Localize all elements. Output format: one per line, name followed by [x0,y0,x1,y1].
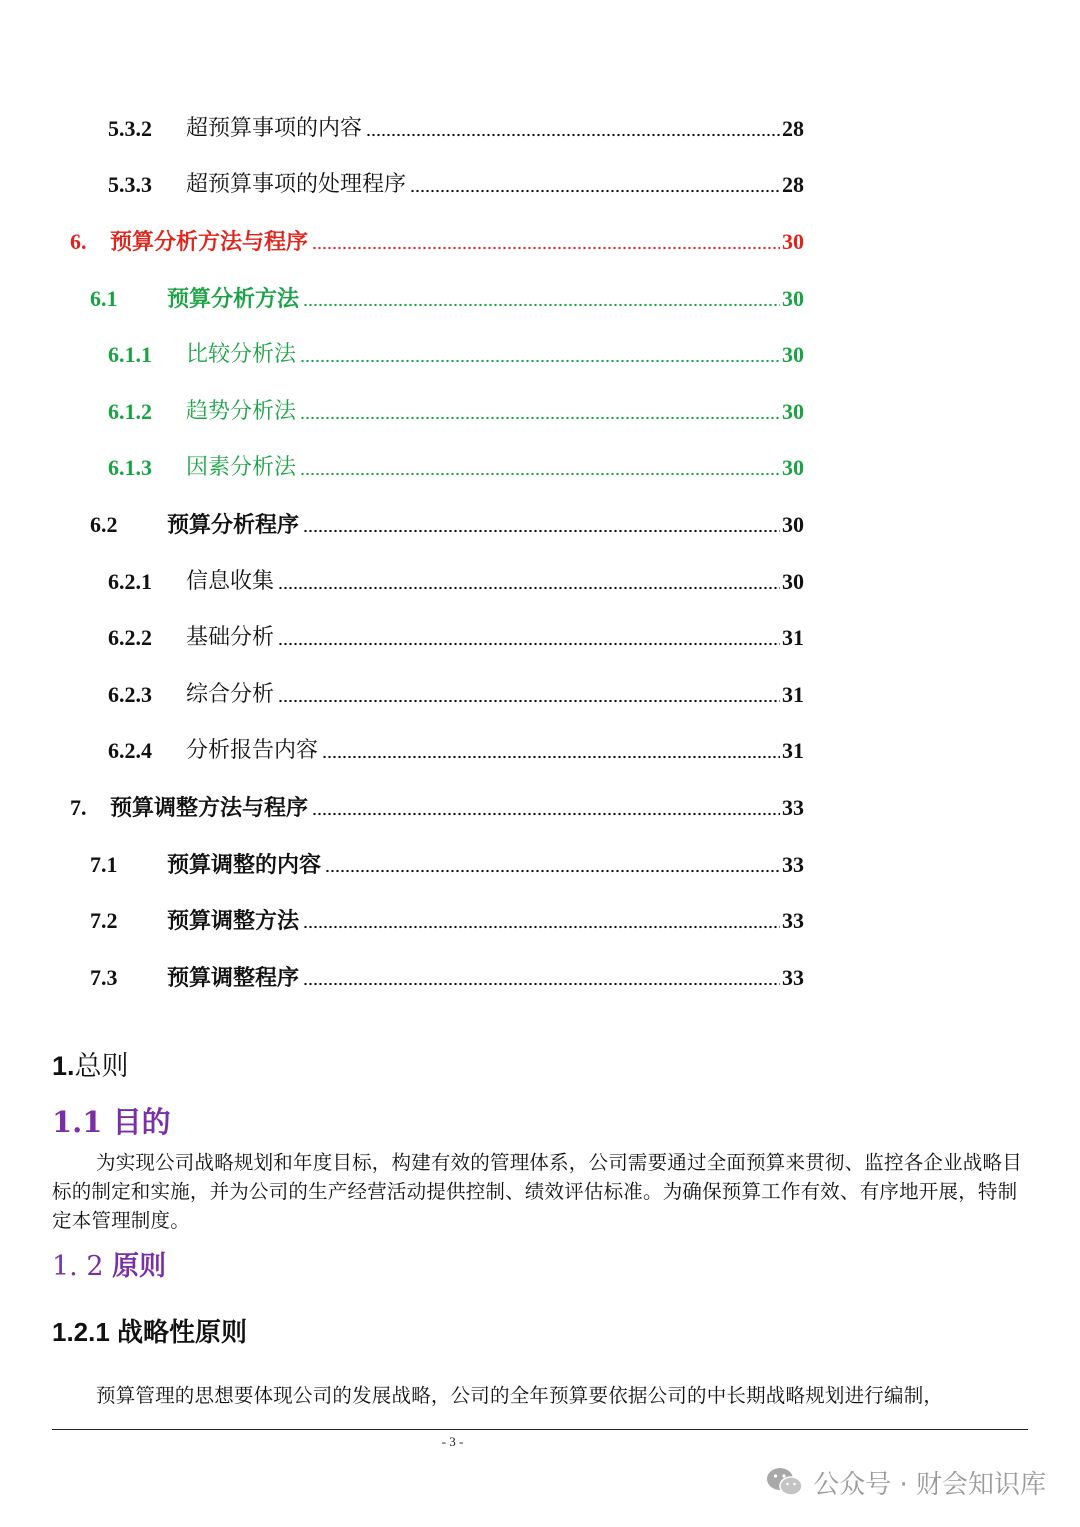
toc-title: 预算分析程序 [167,512,300,538]
toc-title: 信息收集 [186,569,275,594]
toc-number: 5.3.3 [108,172,152,197]
toc-page-number: 30 [782,342,804,367]
toc-leader-dots [303,528,780,534]
toc-entry-6-1[interactable] [90,284,804,314]
toc-page-number: 31 [782,738,804,763]
section-heading-1 [52,1044,129,1083]
toc-page-number: 30 [782,229,804,254]
toc-entry-5-3-3[interactable] [108,170,804,200]
toc-number: 6.2.1 [108,569,152,594]
toc-entry-6-1-2[interactable] [108,397,804,427]
watermark [765,1462,1046,1502]
toc-number: 6.2.3 [108,682,152,707]
watermark-text: 公众号 · 财会知识库 [813,1469,1046,1500]
toc-leader-dots [303,924,780,930]
toc-entry-6-2-3[interactable] [108,680,804,710]
toc-page-number: 33 [782,965,804,990]
toc-entry-6-1-3[interactable] [108,453,804,483]
toc-number: 6.1.3 [108,455,152,480]
toc-number: 7.2 [90,908,118,933]
toc-number: 7.1 [90,852,118,877]
toc-title: 预算分析方法 [167,286,300,312]
toc-title: 预算调整方法 [167,908,300,934]
toc-leader-dots [300,415,780,421]
toc-number: 6.1 [90,286,118,311]
section-heading-1-2-1: 1.2.1 战略性原则 [52,1317,248,1347]
toc-leader-dots [303,981,780,987]
toc-title: 预算调整的内容 [167,852,322,878]
toc-page-number: 30 [782,512,804,537]
toc-leader-dots [278,641,780,647]
toc-title: 因素分析法 [186,455,297,480]
toc-number: 7. [70,795,87,820]
toc-leader-dots [300,358,780,364]
section-heading-1-2 [52,1244,166,1283]
toc-entry-7-2[interactable] [90,906,804,936]
wechat-icon [765,1465,805,1499]
toc-page-number: 31 [782,682,804,707]
paragraph-purpose: 为实现公司战略规划和年度目标，构建有效的管理体系，公司需要通过全面预算来贯彻、监控各企业战略目标的制定和实施，并为公司的生产经营活动提供控制、绩效评估标准。为确保预算工作有效、有序地开展，特制定本管理制度。 [52,1151,1022,1232]
toc-page-number: 30 [782,286,804,311]
section-number: 1.1 [52,1105,103,1139]
toc-entry-7[interactable] [70,793,804,823]
toc-number: 6.2.4 [108,738,152,763]
section-title: 原则 [112,1251,167,1282]
toc-number: 6.1.2 [108,399,152,424]
toc-page-number: 30 [782,399,804,424]
toc-title: 分析报告内容 [186,738,319,763]
toc-title: 预算分析方法与程序 [110,229,309,255]
toc-page-number: 33 [782,795,804,820]
toc-title: 超预算事项的内容 [186,116,363,141]
toc-title: 预算调整方法与程序 [110,795,309,821]
toc-leader-dots [366,132,780,138]
toc-leader-dots [325,868,780,874]
toc-entry-7-1[interactable] [90,850,804,880]
toc-leader-dots [278,698,780,704]
toc-entry-7-3[interactable] [90,963,804,993]
toc-entry-6-2-4[interactable] [108,736,804,766]
toc-leader-dots [300,471,780,477]
page-number: - 3 - [441,1434,464,1449]
toc-title: 基础分析 [186,625,275,650]
toc-page-number: 28 [782,172,804,197]
toc-page-number: 33 [782,908,804,933]
toc-page-number: 33 [782,852,804,877]
toc-title: 综合分析 [186,682,275,707]
toc-entry-6-2[interactable] [90,510,804,540]
toc-number: 7.3 [90,965,118,990]
paragraph-strategic-principle: 预算管理的思想要体现公司的发展战略，公司的全年预算要依据公司的中长期战略规划进行编制， [96,1384,944,1407]
section-title: 总则 [74,1051,129,1081]
toc-page-number: 31 [782,625,804,650]
toc-number: 6.2 [90,512,118,537]
toc-leader-dots [278,585,780,591]
toc-entry-6[interactable] [70,227,804,257]
section-number: 1. [52,1051,75,1081]
section-title: 目的 [112,1105,171,1139]
toc-page-number: 28 [782,116,804,141]
toc-title: 预算调整程序 [167,965,300,991]
toc-leader-dots [303,302,780,308]
toc-page-number: 30 [782,569,804,594]
toc-number: 6.1.1 [108,342,152,367]
section-heading-1-1 [52,1100,171,1141]
toc-entry-6-1-1[interactable] [108,340,804,370]
toc-title: 超预算事项的处理程序 [186,172,407,197]
toc-entry-6-2-2[interactable] [108,623,804,653]
toc-leader-dots [312,811,780,817]
toc-entry-5-3-2[interactable] [108,114,804,144]
toc-page-number: 30 [782,455,804,480]
toc-number: 5.3.2 [108,116,152,141]
toc-number: 6.2.2 [108,625,152,650]
toc-leader-dots [410,188,780,194]
toc-leader-dots [322,754,780,760]
toc-number: 6. [70,229,87,254]
toc-title: 比较分析法 [186,342,297,367]
toc-title: 趋势分析法 [186,399,297,424]
footer-rule [52,1429,1028,1430]
toc-leader-dots [312,245,780,251]
toc-entry-6-2-1[interactable] [108,567,804,597]
section-number: 1. 2 [52,1251,104,1282]
